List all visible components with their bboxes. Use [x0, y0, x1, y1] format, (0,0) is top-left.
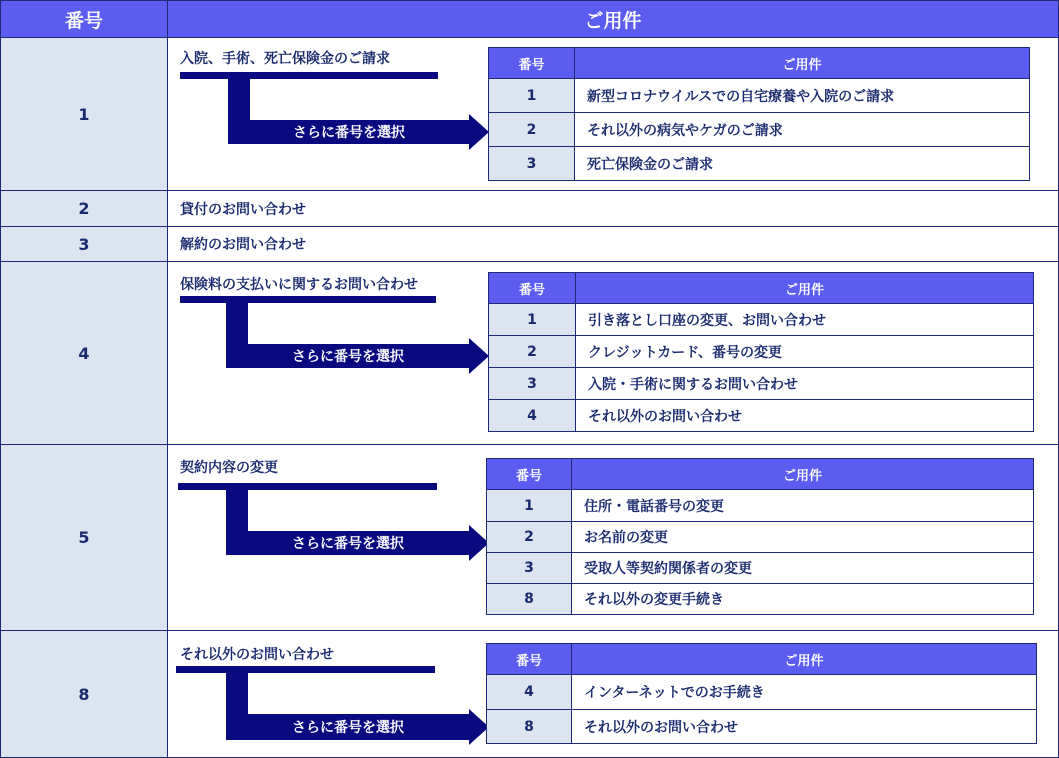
- sub-row[interactable]: [489, 303, 1033, 335]
- sub-row[interactable]: [487, 521, 1033, 552]
- header-number: 番号: [0, 0, 168, 38]
- sub-header-content: ご用件: [575, 48, 1029, 78]
- sub-header-row-1: [489, 48, 1029, 78]
- arrow-label-1: さらに番号を選択: [228, 120, 470, 144]
- sub-row[interactable]: [487, 709, 1036, 743]
- sub-row-label: お名前の変更: [572, 522, 1033, 552]
- sub-table-1: [488, 47, 1030, 181]
- sub-header-content: ご用件: [572, 459, 1033, 489]
- sub-row-number: 4: [489, 400, 576, 431]
- sub-row-label: 新型コロナウイルスでの自宅療養や入院のご請求: [575, 79, 1029, 112]
- row-number-3: 3: [0, 226, 168, 262]
- sub-header-row-8: [487, 644, 1036, 674]
- sub-row-label: クレジットカード、番号の変更: [576, 336, 1033, 367]
- sub-header-content: ご用件: [576, 273, 1033, 303]
- row-number-4: 4: [0, 261, 168, 445]
- sub-row-label: それ以外のお問い合わせ: [572, 710, 1036, 743]
- sub-table-4: [488, 272, 1034, 432]
- sub-row-number: 8: [487, 710, 572, 743]
- sub-header-number: 番号: [487, 644, 572, 674]
- sub-row[interactable]: [489, 112, 1029, 146]
- sub-row-number: 8: [487, 584, 572, 614]
- row-body-2[interactable]: 貸付のお問い合わせ: [167, 190, 1059, 227]
- arrow-label-4: さらに番号を選択: [226, 344, 470, 368]
- sub-row-label: インターネットでのお手続き: [572, 675, 1036, 709]
- flow-bar-8: [176, 666, 435, 673]
- row-number-8: 8: [0, 630, 168, 758]
- flow-bar-4: [180, 296, 436, 303]
- sub-row-label: それ以外の病気やケガのご請求: [575, 113, 1029, 146]
- sub-header-row-4: [489, 273, 1033, 303]
- row-body-3[interactable]: 解約のお問い合わせ: [167, 226, 1059, 262]
- sub-row[interactable]: [487, 552, 1033, 583]
- sub-row[interactable]: [489, 146, 1029, 180]
- arrow-label-8: さらに番号を選択: [226, 714, 470, 740]
- sub-row[interactable]: [487, 583, 1033, 614]
- sub-row-label: 受取人等契約関係者の変更: [572, 553, 1033, 583]
- flow-bar-5: [178, 483, 437, 490]
- sub-row-label: 死亡保険金のご請求: [575, 147, 1029, 180]
- sub-row-number: 2: [487, 522, 572, 552]
- flow-bar-1: [180, 72, 438, 79]
- sub-row-number: 1: [487, 490, 572, 521]
- sub-row-number: 3: [487, 553, 572, 583]
- section-title-4: 保険料の支払いに関するお問い合わせ: [180, 277, 418, 293]
- sub-row-number: 4: [487, 675, 572, 709]
- sub-row-label: それ以外のお問い合わせ: [576, 400, 1033, 431]
- sub-row-label: 入院・手術に関するお問い合わせ: [576, 368, 1033, 399]
- sub-row-label: それ以外の変更手続き: [572, 584, 1033, 614]
- sub-header-number: 番号: [487, 459, 572, 489]
- sub-row-label: 住所・電話番号の変更: [572, 490, 1033, 521]
- sub-row[interactable]: [489, 335, 1033, 367]
- section-title-8: それ以外のお問い合わせ: [180, 647, 334, 663]
- sub-header-number: 番号: [489, 48, 575, 78]
- sub-header-row-5: [487, 459, 1033, 489]
- section-title-1: 入院、手術、死亡保険金のご請求: [180, 51, 390, 67]
- sub-table-5: [486, 458, 1034, 615]
- sub-row-number: 2: [489, 336, 576, 367]
- sub-row-label: 引き落とし口座の変更、お問い合わせ: [576, 304, 1033, 335]
- sub-row[interactable]: [489, 367, 1033, 399]
- sub-row-number: 3: [489, 147, 575, 180]
- sub-row[interactable]: [487, 674, 1036, 709]
- sub-header-content: ご用件: [572, 644, 1036, 674]
- section-title-5: 契約内容の変更: [180, 460, 278, 476]
- header-content: ご用件: [167, 0, 1059, 38]
- sub-row-number: 2: [489, 113, 575, 146]
- arrow-head-1: [469, 114, 489, 150]
- sub-row[interactable]: [489, 78, 1029, 112]
- sub-row[interactable]: [489, 399, 1033, 431]
- sub-row-number: 1: [489, 304, 576, 335]
- sub-row[interactable]: [487, 489, 1033, 521]
- row-number-5: 5: [0, 444, 168, 631]
- arrow-label-5: さらに番号を選択: [226, 531, 470, 555]
- row-number-1: 1: [0, 37, 168, 191]
- sub-row-number: 1: [489, 79, 575, 112]
- sub-header-number: 番号: [489, 273, 576, 303]
- arrow-head-4: [469, 338, 489, 374]
- sub-row-number: 3: [489, 368, 576, 399]
- row-number-2: 2: [0, 190, 168, 227]
- sub-table-8: [486, 643, 1037, 744]
